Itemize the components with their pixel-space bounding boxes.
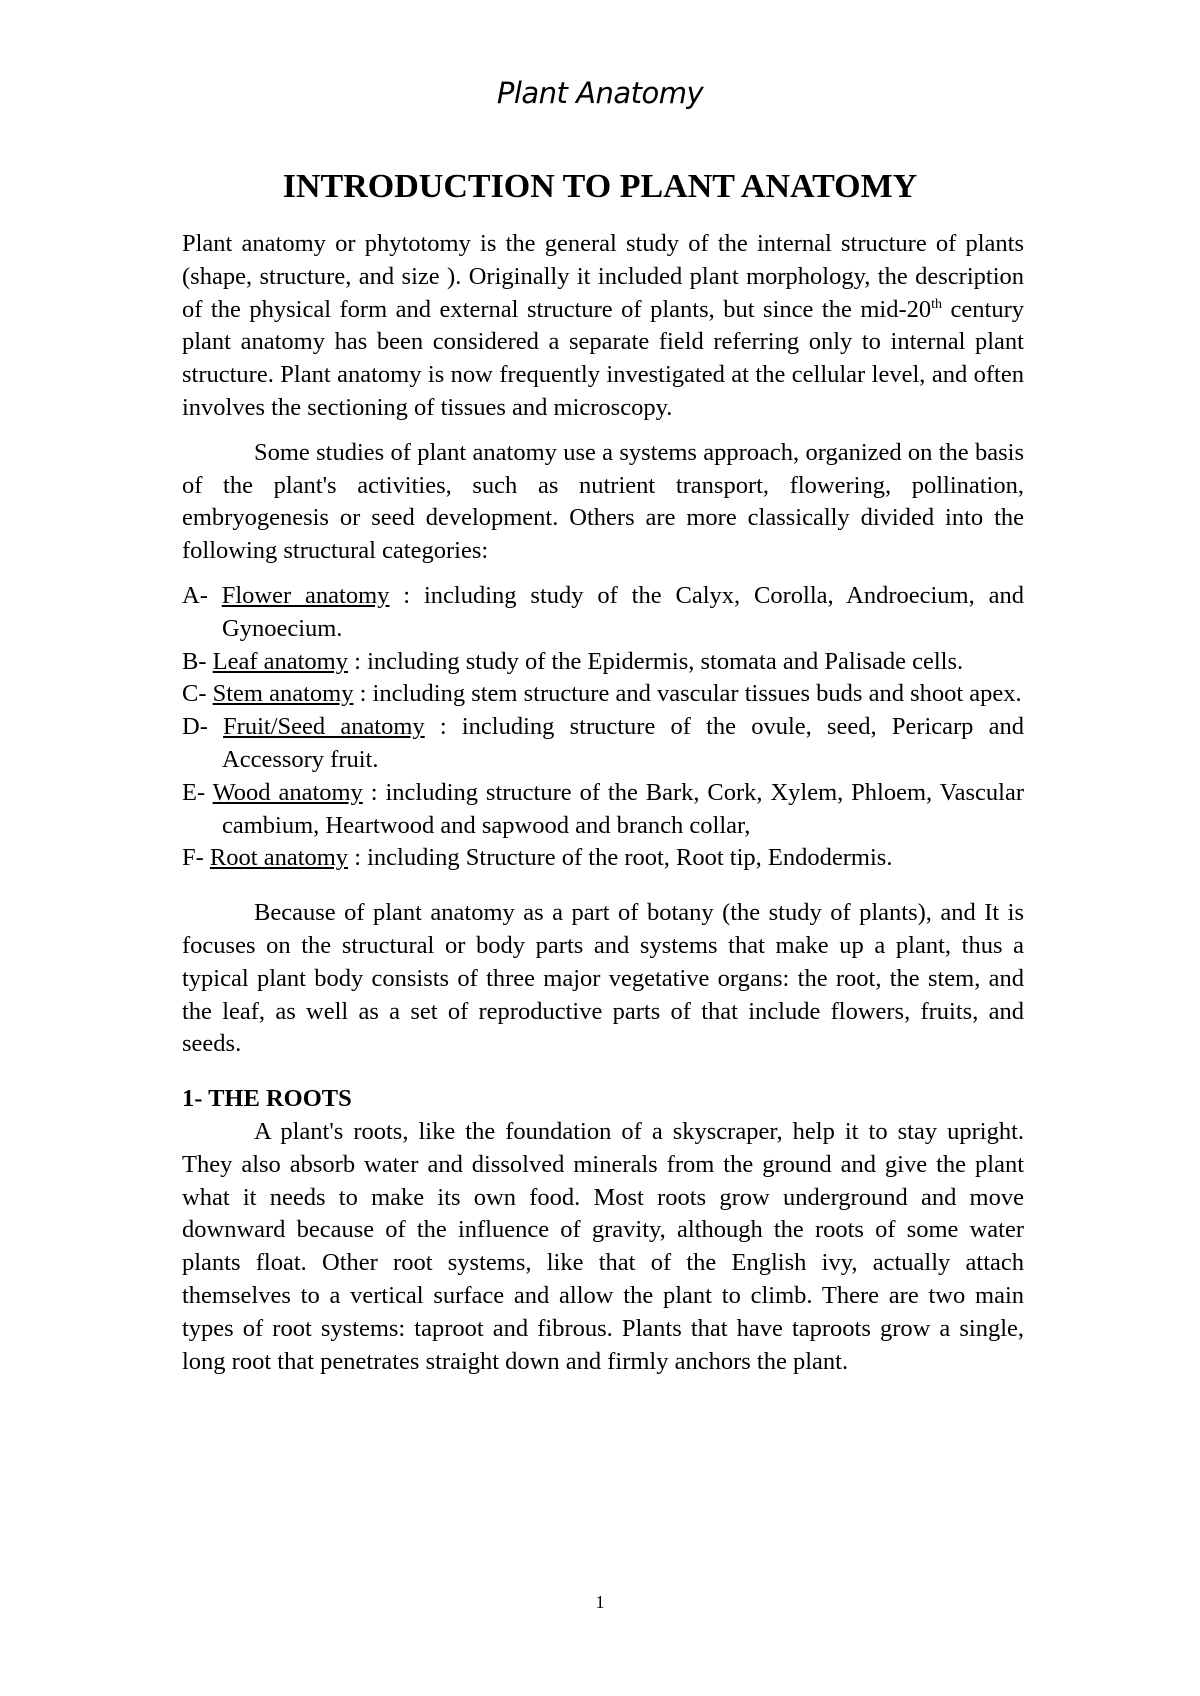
item-term: Fruit/Seed anatomy <box>223 713 425 741</box>
item-letter: D- <box>182 713 208 741</box>
item-description: including stem structure and vascular tissues buds and shoot apex. <box>372 680 1022 708</box>
item-separator: : <box>348 844 368 872</box>
page-title: INTRODUCTION TO PLANT ANATOMY <box>282 168 918 205</box>
item-description: including structure of the ovule, seed, Pericarp and Accessory fruit. <box>222 713 1024 773</box>
intro-paragraph-2: Some studies of plant anatomy use a systems approach, organized on the basis of the plant's activities, such as nutrient transport, flowering, pollination, embryogenesis or seed development. Others are more classically divided into the following structural categories: <box>182 438 1024 565</box>
item-separator: : <box>348 647 368 675</box>
item-description: including Structure of the root, Root tip, Endodermis. <box>367 844 893 872</box>
intro-p1-text-a: Plant anatomy or phytotomy is the general study of the internal structure of plants (shape, structure, and size ). Originally it included plant morphology, the description of the physical form and external structure of plants, but since the mid-20 <box>182 230 1024 323</box>
list-item <box>182 711 1024 777</box>
item-letter: A- <box>182 581 208 609</box>
item-term: Leaf anatomy <box>212 647 348 675</box>
list-item <box>182 842 1024 875</box>
roots-paragraph: A plant's roots, like the foundation of a skyscraper, help it to stay upright. They also absorb water and dissolved minerals from the ground and give the plant what it needs to make its own food. Most roots grow underground and move downward because of the influence of gravity, although the roots of some water plants float. Other root systems, like that of the English ivy, actually attach themselves to a vertical surface and allow the plant to climb. There are two main types of root systems: taproot and fibrous. Plants that have taproots grow a single, long root that penetrates straight down and firmly anchors the plant. <box>182 1117 1024 1375</box>
item-separator: : <box>424 713 462 741</box>
item-letter: C- <box>182 680 207 708</box>
item-description: including study of the Calyx, Corolla, Androecium, and Gynoecium. <box>222 581 1024 642</box>
item-description: including study of the Epidermis, stomata and Palisade cells. <box>367 647 964 675</box>
superscript-th: th <box>931 296 943 312</box>
category-list <box>182 580 1024 875</box>
document-body <box>182 228 1024 1378</box>
section-heading-roots: 1- THE ROOTS <box>182 1085 352 1113</box>
item-description: including structure of the Bark, Cork, Xylem, Phloem, Vascular cambium, Heartwood and sapwood and branch collar, <box>222 778 1024 839</box>
item-separator: : <box>389 581 424 609</box>
running-header: Plant Anatomy <box>496 76 704 110</box>
item-separator: : <box>353 680 373 708</box>
list-item <box>182 646 1024 679</box>
item-letter: B- <box>182 647 207 675</box>
body-paragraph-3: Because of plant anatomy as a part of botany (the study of plants), and It is focuses on the structural or body parts and systems that make up a plant, thus a typical plant body consists of three major vegetative organs: the root, the stem, and the leaf, as well as a set of reproductive parts of that include flowers, fruits, and seeds. <box>182 899 1024 1058</box>
item-term: Wood anatomy <box>212 778 363 806</box>
item-separator: : <box>362 778 386 806</box>
item-letter: F- <box>182 844 204 872</box>
list-item <box>182 678 1024 711</box>
list-item <box>182 777 1024 843</box>
item-letter: E- <box>182 778 206 806</box>
item-term: Stem anatomy <box>212 680 354 708</box>
page-number: 1 <box>595 1592 605 1612</box>
list-item <box>182 580 1024 646</box>
intro-paragraph-1 <box>182 228 1024 425</box>
item-term: Flower anatomy <box>221 581 390 609</box>
intro-p1-text-b: century plant anatomy has been considered a separate field referring only to internal plant structure. Plant anatomy is now frequently investigated at the cellular level, and often involves the sectioning of tissues and microscopy. <box>182 295 1024 421</box>
item-term: Root anatomy <box>209 844 349 872</box>
